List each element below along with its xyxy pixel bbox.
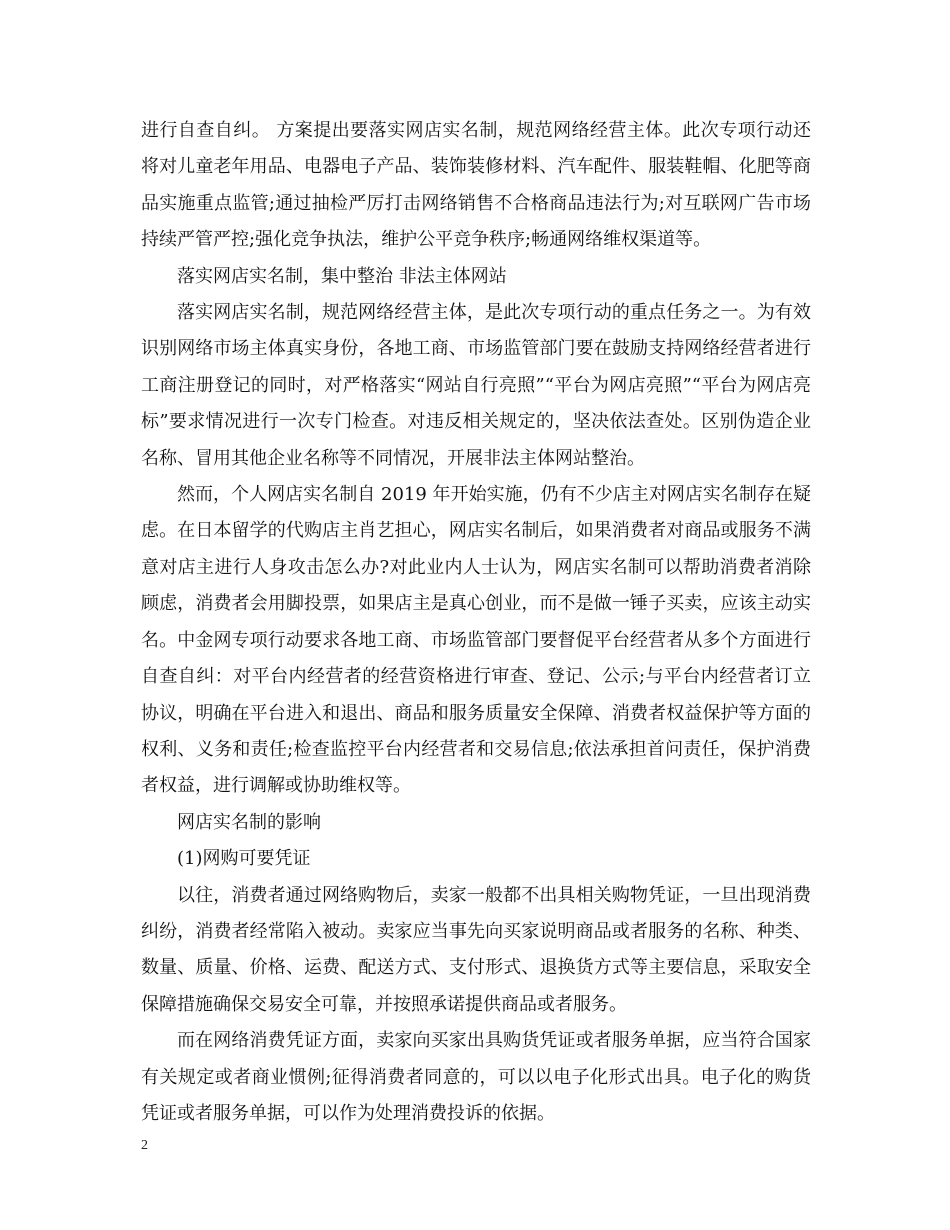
paragraph-2: 落实网店实名制，规范网络经营主体，是此次专项行动的重点任务之一。为有效识别网络市场主体真实身份，各地工商、市场监管部门要在鼓励支持网络经营者进行工商注册登记的同时，对严格落实“网站自行亮照”“平台为网店亮照”“平台为网店亮标”要求情况进行一次专门检查。对违反相关规定的，坚决依法查处。区别伪造企业名称、冒用其他企业名称等不同情况，开展非法主体网站整治。 <box>141 302 811 469</box>
subheading-receipts: (1)网购可要凭证 <box>177 848 311 870</box>
section-heading-impact: 网店实名制的影响 <box>177 811 321 833</box>
document-body <box>141 113 811 1132</box>
paragraph-4: 以往，消费者通过网络购物后，卖家一般都不出具相关购物凭证，一旦出现消费纠纷，消费者经常陷入被动。卖家应当事先向买家说明商品或者服务的名称、种类、数量、质量、价格、运费、配送方式、支付形式、退换货方式等主要信息，采取安全保障措施确保交易安全可靠，并按照承诺提供商品或者服务。 <box>141 884 811 1015</box>
page-number: 2 <box>141 1138 148 1153</box>
section-heading-real-name: 落实网店实名制，集中整治 非法主体网站 <box>177 265 507 287</box>
paragraph-3: 然而，个人网店实名制自 2019 年开始实施，仍有不少店主对网店实名制存在疑虑。在日本留学的代购店主肖艺担心，网店实名制后，如果消费者对商品或服务不满意对店主进行人身攻击怎么办?对此业内人士认为，网店实名制可以帮助消费者消除顾虑，消费者会用脚投票，如果店主是真心创业，而不是做一锤子买卖，应该主动实名。中金网专项行动要求各地工商、市场监管部门要督促平台经营者从多个方面进行自查自纠：对平台内经营者的经营资格进行审查、登记、公示;与平台内经营者订立协议，明确在平台进入和退出、商品和服务质量安全保障、消费者权益保护等方面的权利、义务和责任;检查监控平台内经营者和交易信息;依法承担首问责任，保护消费者权益，进行调解或协助维权等。 <box>141 484 811 797</box>
paragraph-5: 而在网络消费凭证方面，卖家向买家出具购货凭证或者服务单据，应当符合国家有关规定或者商业惯例;征得消费者同意的，可以以电子化形式出具。电子化的购货凭证或者服务单据，可以作为处理消费投诉的依据。 <box>141 1030 811 1124</box>
paragraph-1: 进行自查自纠。 方案提出要落实网店实名制，规范网络经营主体。此次专项行动还将对儿童老年用品、电器电子产品、装饰装修材料、汽车配件、服装鞋帽、化肥等商品实施重点监管;通过抽检严厉打击网络销售不合格商品违法行为;对互联网广告市场持续严管严控;强化竞争执法，维护公平竞争秩序;畅通网络维权渠道等。 <box>141 120 811 251</box>
